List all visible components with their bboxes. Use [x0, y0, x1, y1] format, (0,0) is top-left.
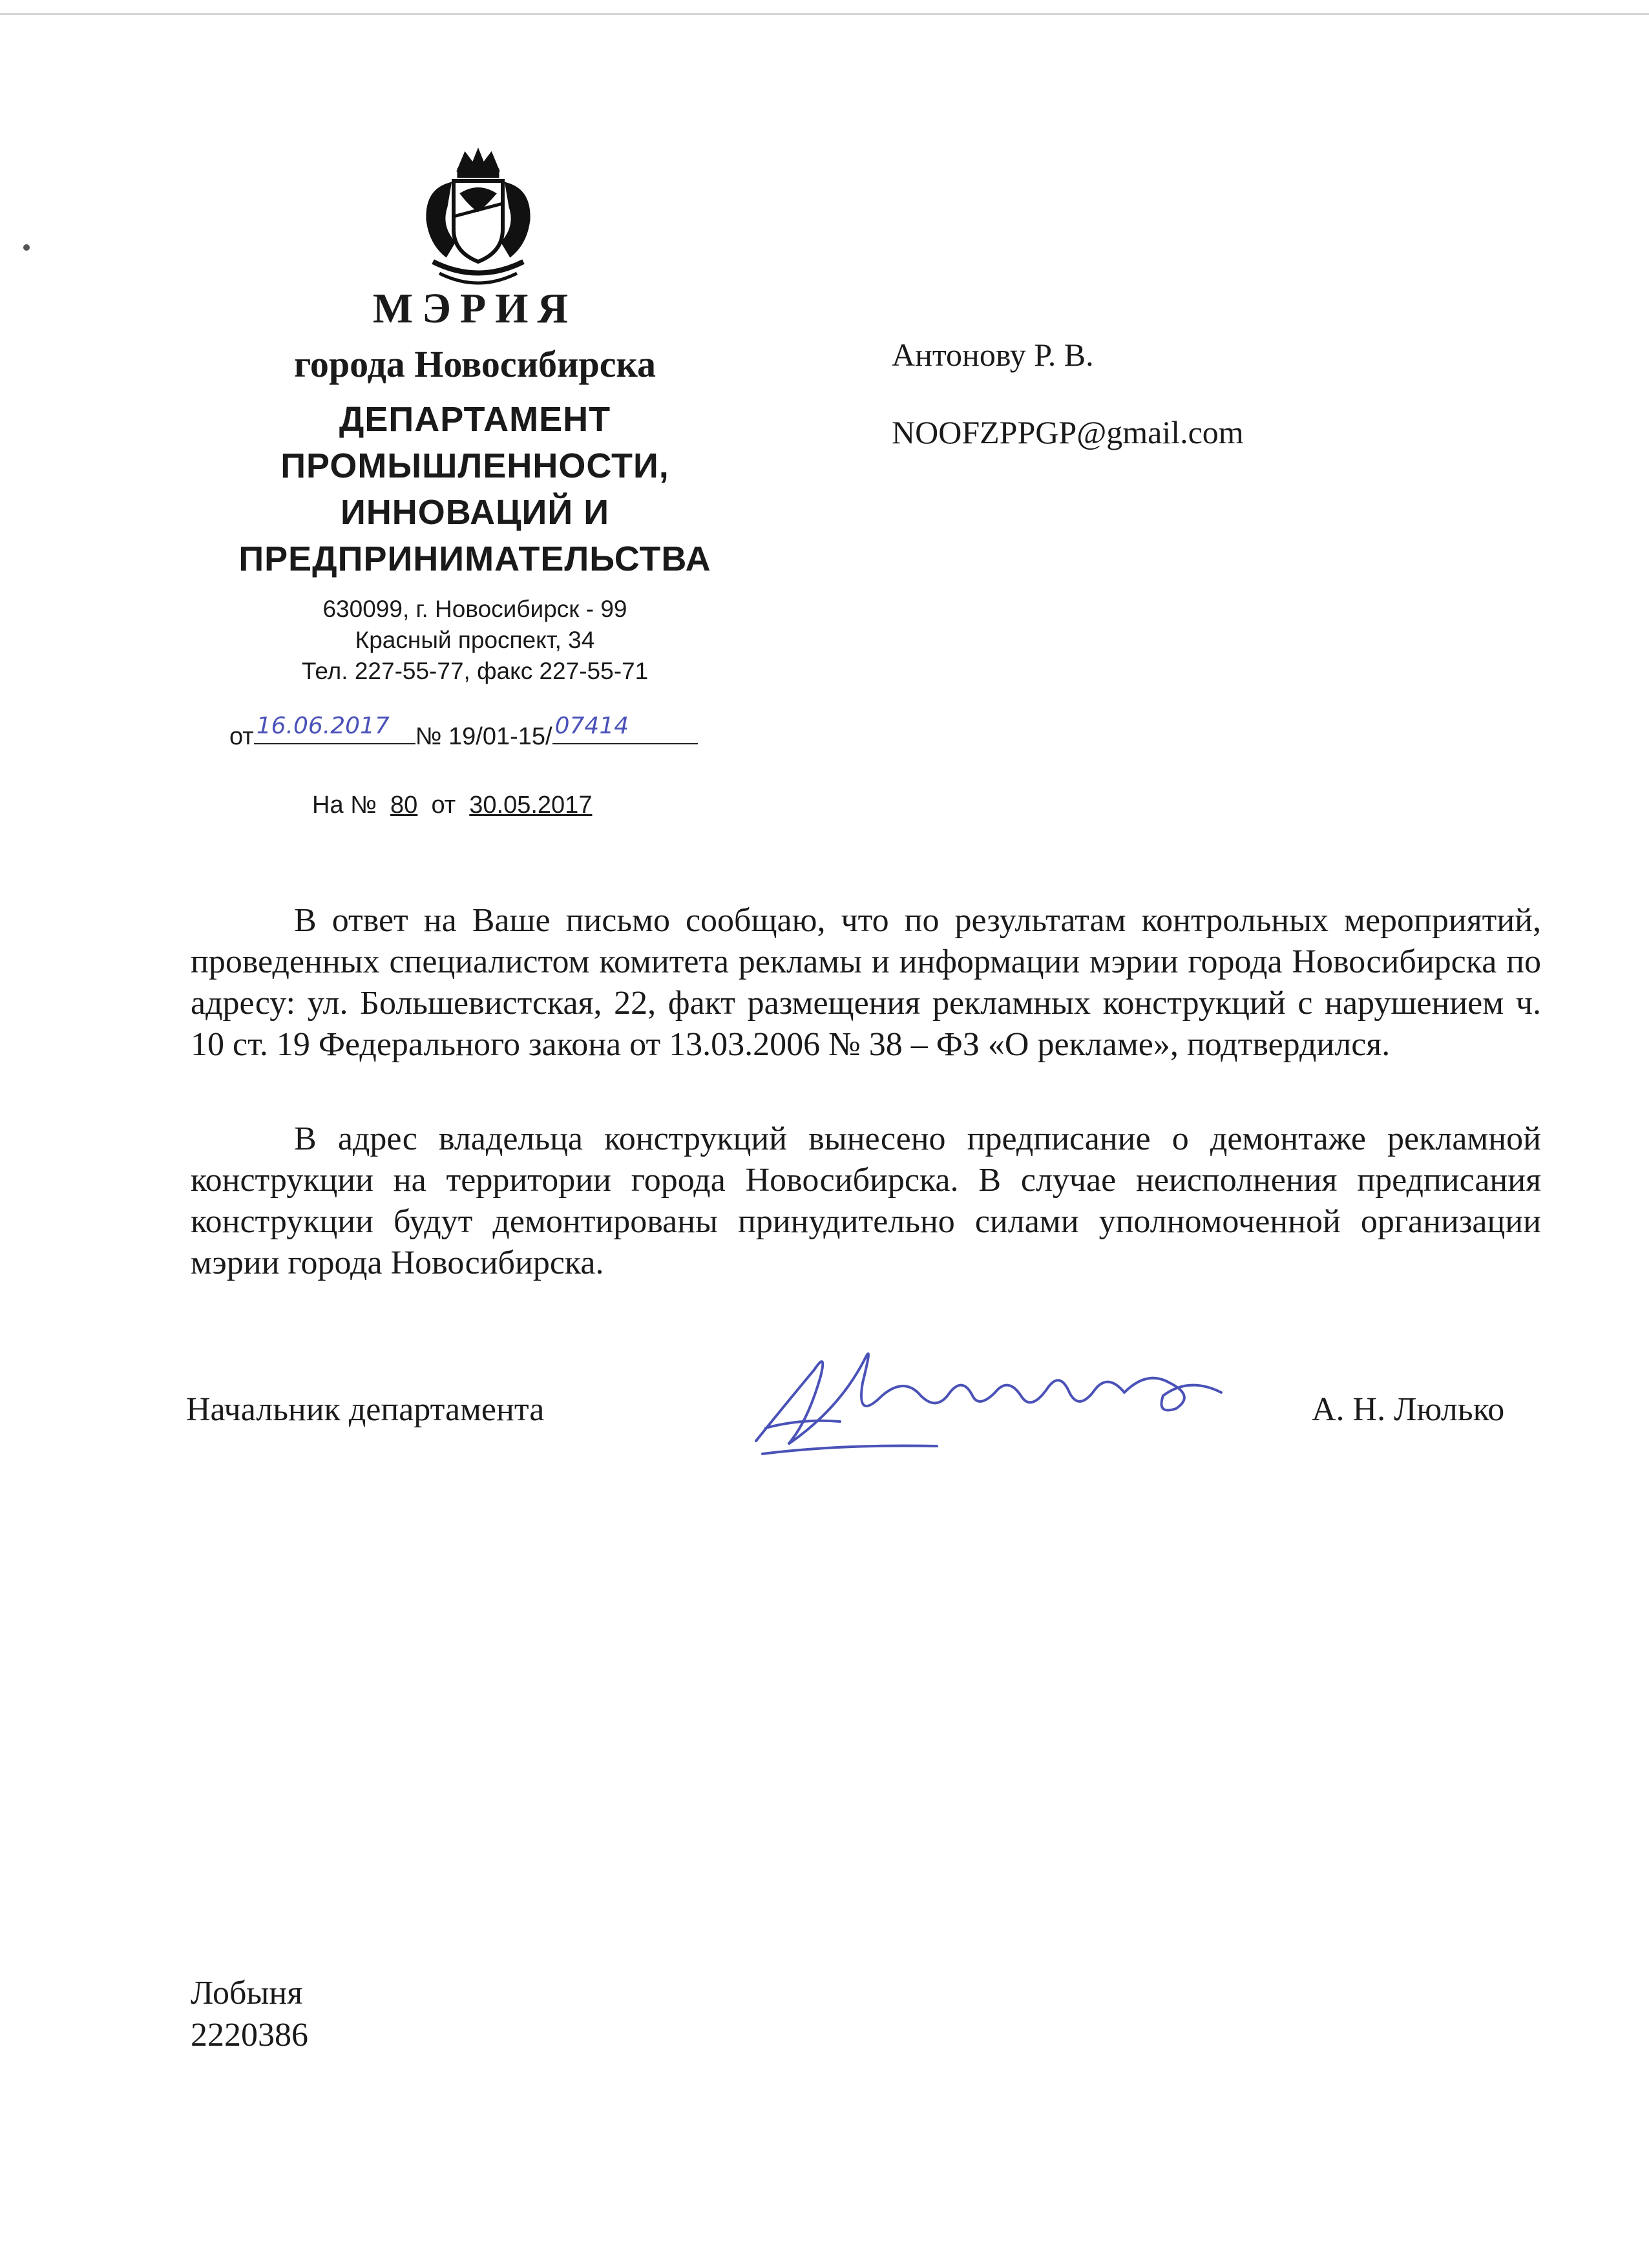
signatory-name: А. Н. Люлько — [1312, 1391, 1505, 1428]
letter-paragraph — [191, 900, 1541, 1066]
dept-name-line: ДЕПАРТАМЕНТ — [339, 400, 611, 439]
ref-date-handwritten: 16.06.2017 — [256, 713, 390, 739]
address-line: 630099, г. Новосибирск - 99 — [322, 596, 627, 622]
dept-name-line: ПРОМЫШЛЕННОСТИ, — [280, 446, 669, 485]
ref-date-field — [254, 713, 415, 744]
paragraph-2-text: В адрес владельца конструкций вынесено предписание о демонтаже рекламной конструкции на территории города Новосибирска. В случае неисполнения предписания конструкции будут демонтированы принудительно силами уполномоченной организации мэрии города Новосибирска. — [191, 1120, 1541, 1281]
paragraph-1-text: В ответ на Ваше письмо сообщаю, что по результатам контрольных мероприятий, проведенных специалистом комитета рекламы и информации мэрии города Новосибирска по адресу: ул. Большевистская, 22, факт размещения рекламных конструкций с нарушением ч. 10 ст. 19 Федерального закона от 13.03.2006 № 38 – ФЗ «О рекламе», подтвердился. — [191, 902, 1541, 1063]
ref-number-handwritten: 07414 — [554, 713, 629, 739]
dept-name-line: ПРЕДПРИНИМАТЕЛЬСТВА — [238, 540, 711, 578]
executor-name: Лобыня — [191, 1975, 303, 2011]
address-line: Красный проспект, 34 — [355, 627, 595, 653]
coat-of-arms-icon — [414, 145, 543, 294]
outgoing-reference — [229, 713, 698, 751]
executor-phone: 2220386 — [191, 2017, 308, 2053]
phone-fax-line: Тел. 227-55-77, факс 227-55-71 — [301, 658, 649, 684]
org-city: города Новосибирска — [293, 343, 656, 385]
ref-from-label: от — [229, 723, 254, 750]
reply-number: 80 — [390, 792, 418, 819]
org-name: МЭРИЯ — [372, 285, 578, 332]
recipient-email: NOOFZPPGP@gmail.com — [892, 414, 1244, 450]
ref-number-field — [552, 713, 698, 744]
recipient-name: Антонову Р. В. — [892, 337, 1094, 373]
letter-paragraph — [191, 1118, 1541, 1284]
dept-name-line: ИННОВАЦИЙ И — [341, 493, 609, 532]
reply-reference — [312, 792, 592, 819]
reply-date: 30.05.2017 — [469, 792, 593, 819]
reply-label: На № — [312, 792, 377, 819]
handwritten-signature — [743, 1331, 1234, 1460]
reply-from-label: от — [431, 792, 456, 819]
scan-speck — [23, 244, 30, 251]
signatory-title: Начальник департамента — [186, 1391, 545, 1428]
scan-edge-line — [0, 13, 1649, 15]
ref-number-label: № 19/01-15/ — [415, 723, 552, 750]
